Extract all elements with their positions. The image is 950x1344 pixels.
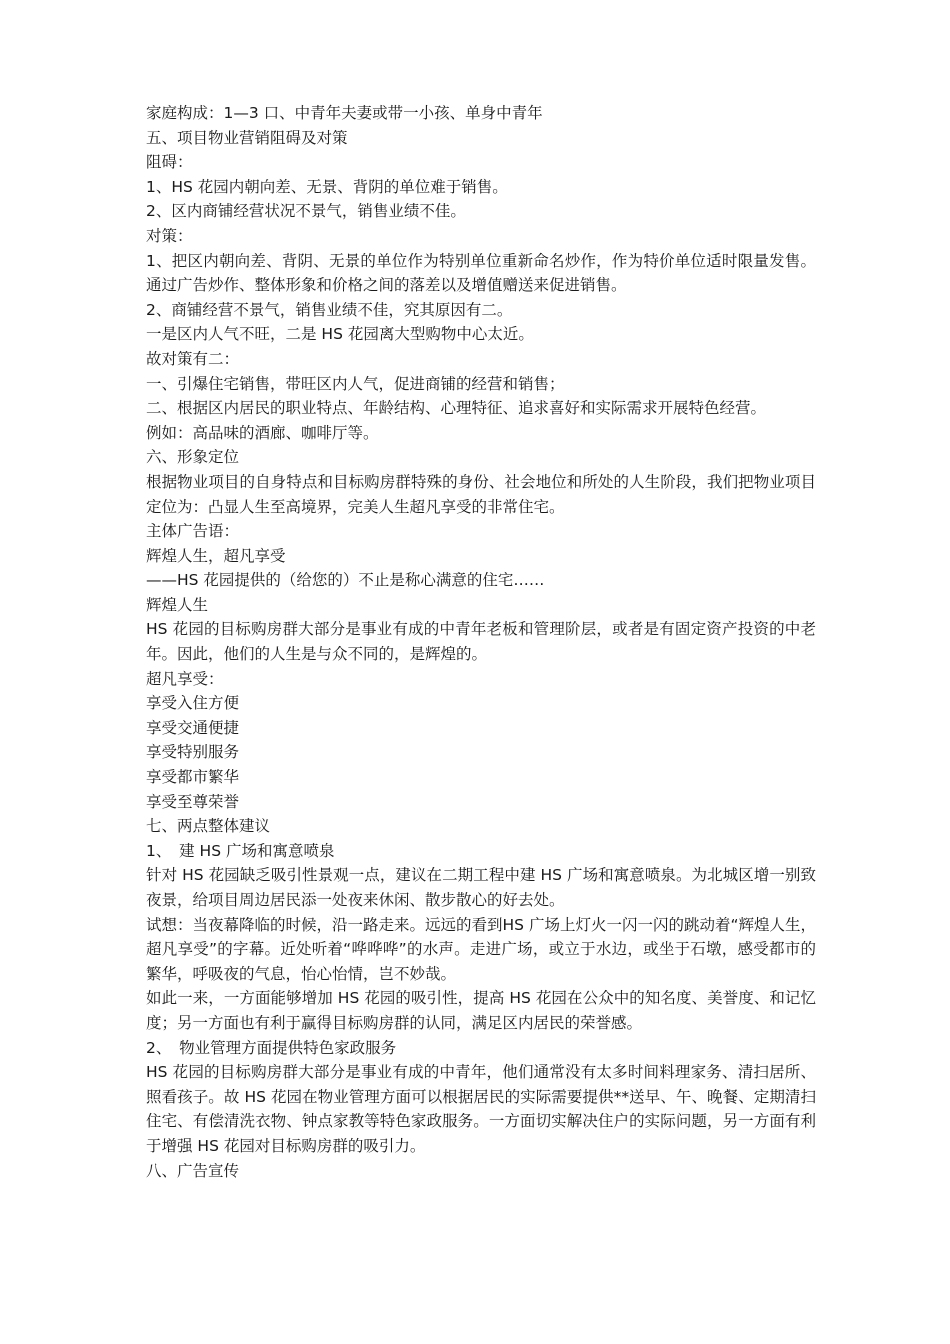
subheading: 2、 物业管理方面提供特色家政服务 — [146, 1038, 397, 1057]
paragraph: 试想：当夜幕降临的时候，沿一路走来。远远的看到HS 广场上灯火一闪一闪的跳动着“辉煌人生，超凡享受”的字幕。近处听着“哗哗哗”的水声。走进广场，或立于水边，或坐于石墩，感受都市的繁华，呼吸夜的气息，怡心怡情，岂不妙哉。 — [146, 915, 816, 983]
text-line: 超凡享受： — [146, 669, 224, 688]
text-line: 2、商铺经营不景气，销售业绩不佳，究其原因有二。 — [146, 300, 513, 319]
text-line: 辉煌人生 — [146, 595, 209, 614]
list-item: 享受都市繁华 — [146, 768, 240, 787]
paragraph: 根据物业项目的自身特点和目标购房群特殊的身份、社会地位和所处的人生阶段，我们把物业项目定位为：凸显人生至高境界，完美人生超凡享受的非常住宅。 — [146, 472, 816, 516]
paragraph: HS 花园的目标购房群大部分是事业有成的中青年老板和管理阶层，或者是有固定资产投资的中老年。因此，他们的人生是与众不同的，是辉煌的。 — [146, 620, 816, 664]
list-item: 享受特别服务 — [146, 743, 240, 762]
paragraph: 如此一来，一方面能够增加 HS 花园的吸引性，提高 HS 花园在公众中的知名度、美誉度、和记忆度；另一方面也有利于赢得目标购房群的认同，满足区内居民的荣誉感。 — [146, 989, 816, 1032]
paragraph: 针对 HS 花园缺乏吸引性景观一点，建议在二期工程中建 HS 广场和寓意喷泉。为北城区增一别致夜景，给项目周边居民添一处夜来休闲、散步散心的好去处。 — [146, 866, 816, 909]
text-line: 例如：高品味的酒廊、咖啡厅等。 — [146, 423, 379, 442]
list-item: 享受入住方便 — [146, 694, 240, 713]
text-line: 一是区内人气不旺，二是 HS 花园离大型购物中心太近。 — [146, 325, 534, 344]
slogan: 辉煌人生，超凡享受 — [146, 546, 286, 565]
section-heading: 七、两点整体建议 — [146, 817, 271, 836]
section-heading: 八、广告宣传 — [146, 1161, 240, 1180]
text-line: ——HS 花园提供的（给您的）不止是称心满意的住宅…… — [146, 571, 545, 590]
document-body — [146, 101, 816, 1183]
text-line: 2、区内商铺经营状况不景气，销售业绩不佳。 — [146, 202, 466, 221]
text-line: 故对策有二： — [146, 349, 240, 368]
section-heading: 五、项目物业营销阻碍及对策 — [146, 128, 348, 147]
text-line: 主体广告语： — [146, 522, 240, 541]
text-line: 1、HS 花园内朝向差、无景、背阴的单位难于销售。 — [146, 177, 508, 196]
subheading: 1、 建 HS 广场和寓意喷泉 — [146, 841, 335, 860]
text-line: 阻碍： — [146, 153, 193, 172]
text-line: 对策： — [146, 226, 193, 245]
paragraph: HS 花园的目标购房群大部分是事业有成的中青年，他们通常没有太多时间料理家务、清扫居所、照看孩子。故 HS 花园在物业管理方面可以根据居民的实际需要提供**送早、午、晚餐、定期清扫住宅、有偿清洗衣物、钟点家教等特色家政服务。一方面切实解决住户的实际问题，另一方面有利于增强 HS 花园对目标购房群的吸引力。 — [146, 1063, 816, 1155]
text-line: 一、引爆住宅销售，带旺区内人气，促进商铺的经营和销售； — [146, 374, 565, 393]
list-item: 享受交通便捷 — [146, 718, 240, 737]
section-heading: 六、形象定位 — [146, 448, 240, 467]
paragraph: 1、把区内朝向差、背阴、无景的单位作为特别单位重新命名炒作，作为特价单位适时限量发售。通过广告炒作、整体形象和价格之间的落差以及增值赠送来促进销售。 — [146, 251, 816, 295]
text-line: 家庭构成：1—3 口、中青年夫妻或带一小孩、单身中青年 — [146, 104, 543, 122]
list-item: 享受至尊荣誉 — [146, 792, 240, 811]
text-line: 二、根据区内居民的职业特点、年龄结构、心理特征、追求喜好和实际需求开展特色经营。 — [146, 399, 767, 418]
